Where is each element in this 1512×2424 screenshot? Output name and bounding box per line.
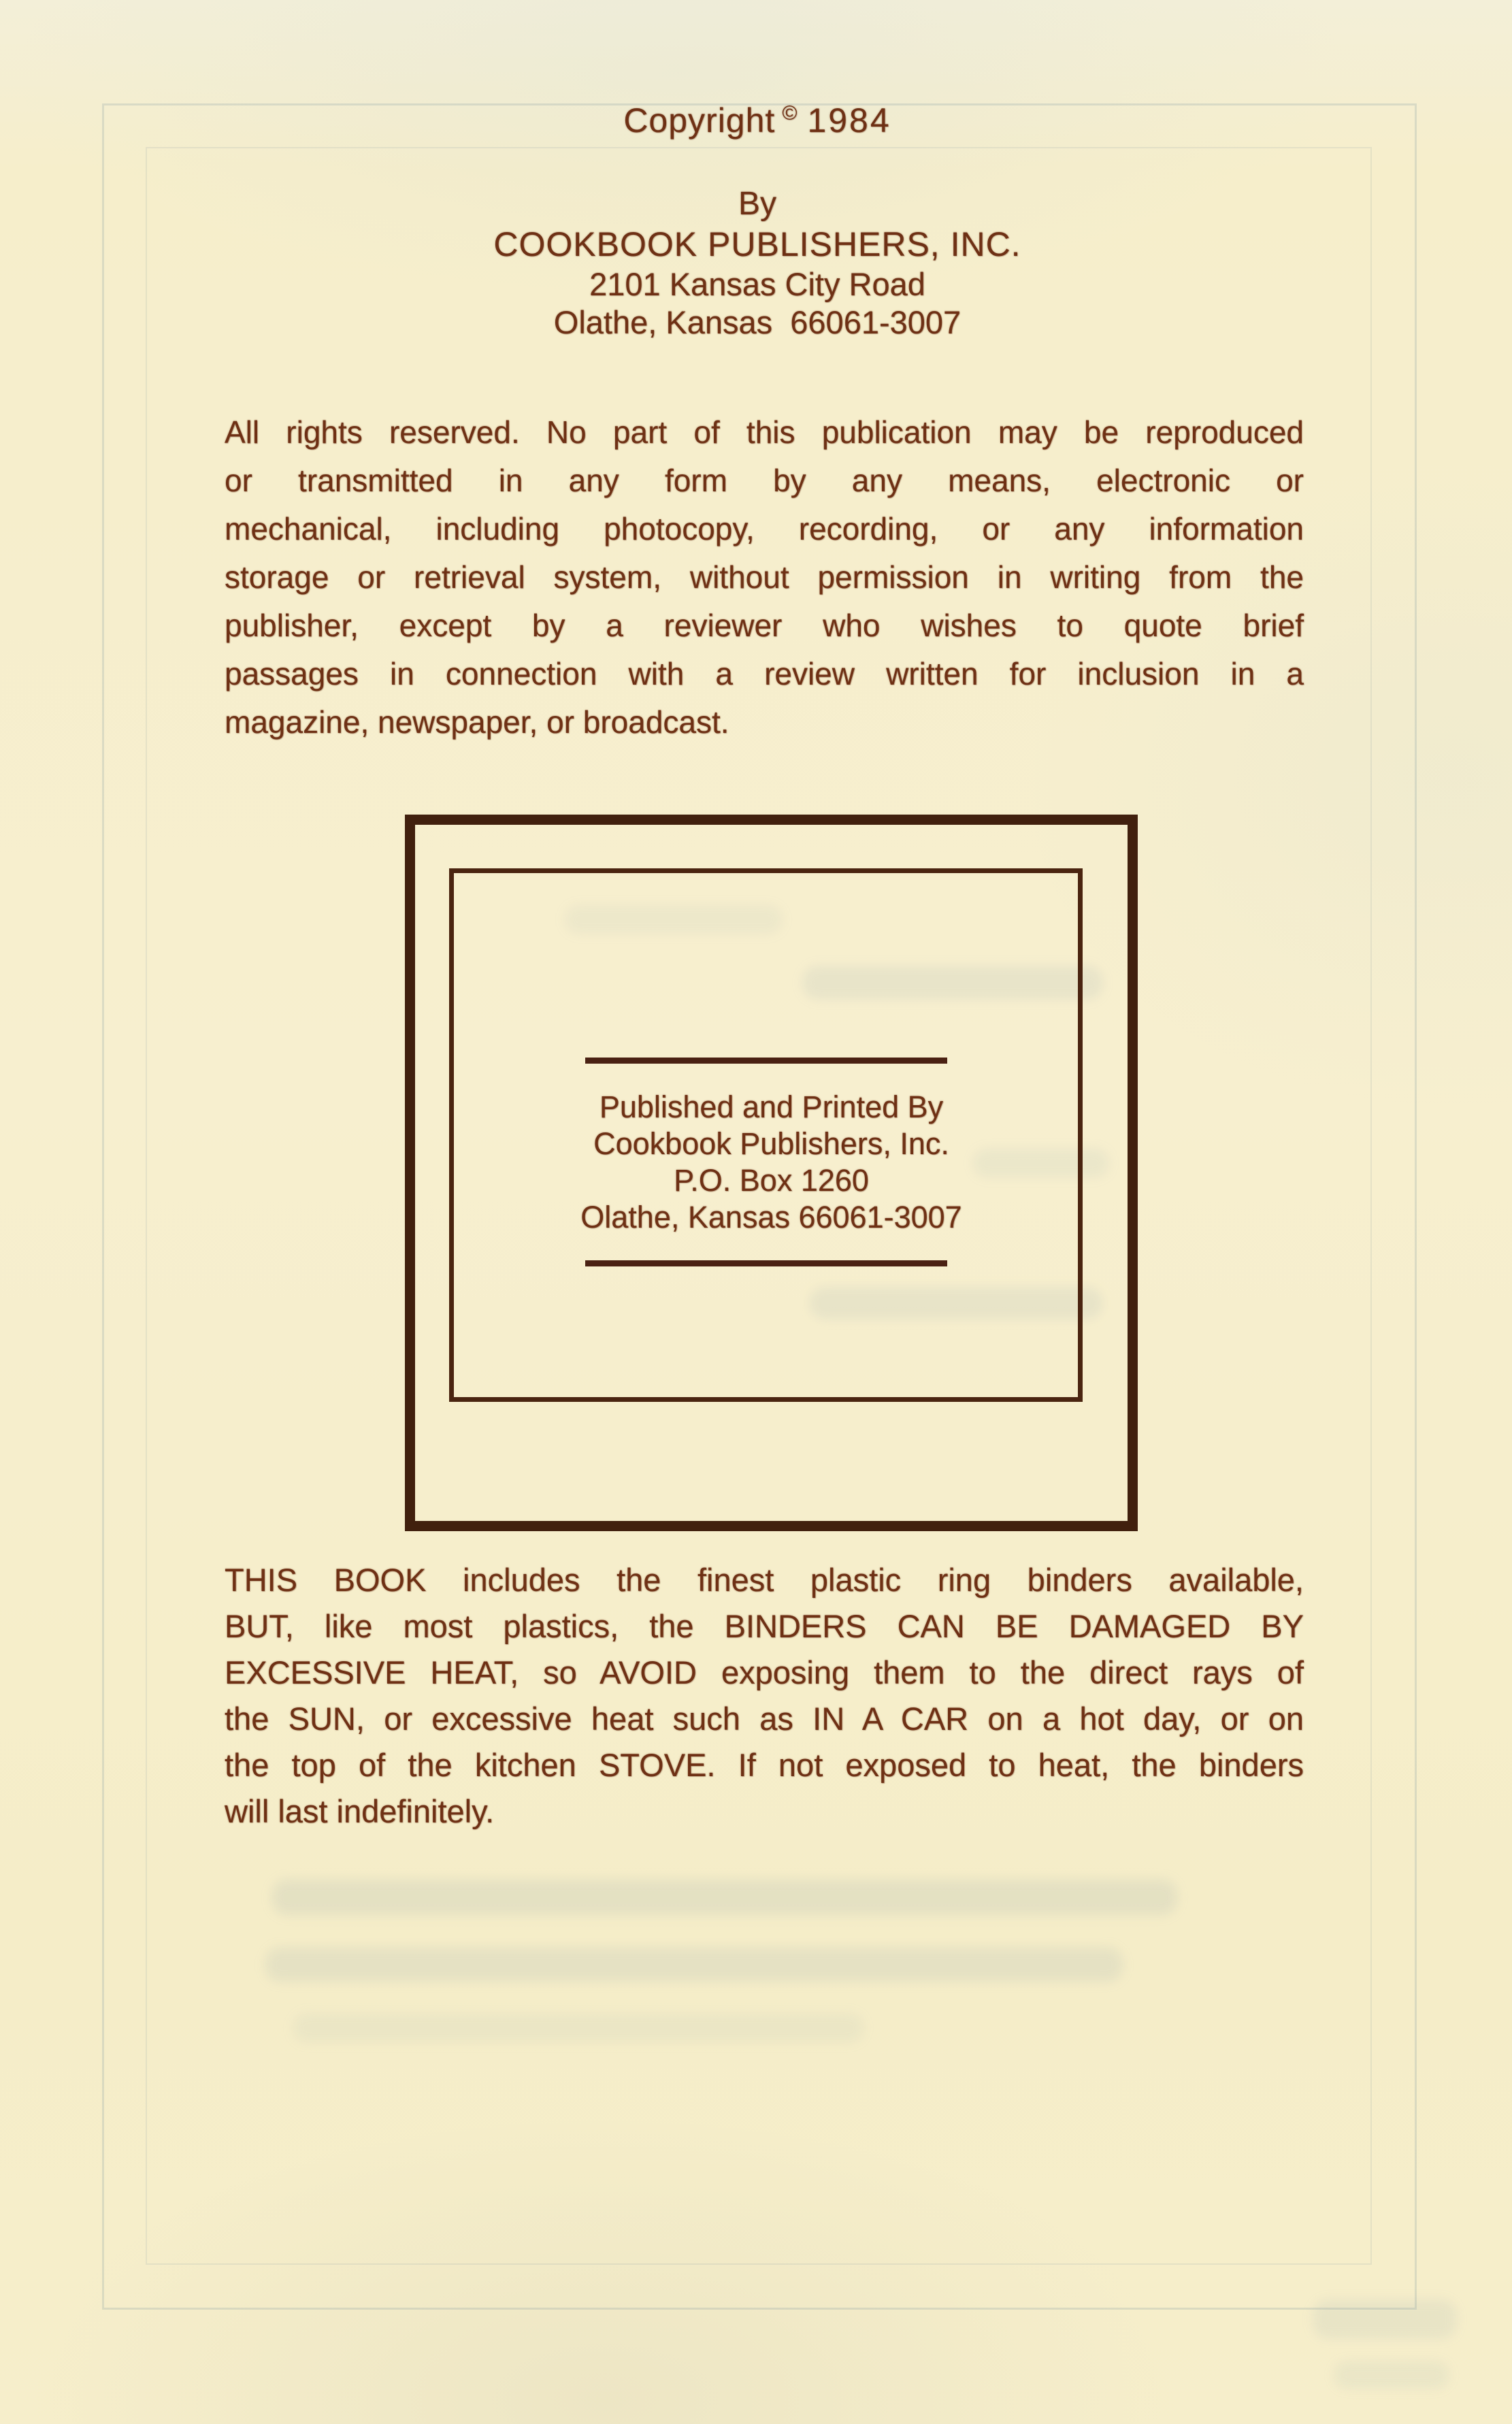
publisher-address-city: Olathe, Kansas 66061-3007 bbox=[553, 304, 962, 340]
bleed-through-smudge bbox=[293, 2013, 864, 2043]
binder-line: the SUN, or excessive heat such as IN A CAR on a hot day, or on bbox=[225, 1701, 1304, 1737]
copyright-line bbox=[216, 101, 1298, 140]
rights-line: or transmitted in any form by any means, electronic or bbox=[225, 463, 1304, 498]
binder-line: the top of the kitchen STOVE. If not exposed to heat, the binders bbox=[225, 1747, 1304, 1783]
copyright-year: 1984 bbox=[807, 101, 891, 140]
box-line-company: Cookbook Publishers, Inc. bbox=[593, 1126, 949, 1161]
binder-line: THIS BOOK includes the finest plastic ring binders available, bbox=[225, 1562, 1304, 1598]
rights-line: storage or retrieval system, without permission in writing from the bbox=[225, 559, 1304, 595]
bleed-through-smudge bbox=[1334, 2361, 1449, 2389]
bleed-through-smudge bbox=[265, 1948, 1123, 1982]
byline: By bbox=[738, 186, 776, 222]
box-line-published-by: Published and Printed By bbox=[599, 1090, 944, 1124]
binder-line: BUT, like most plastics, the BINDERS CAN BE DAMAGED BY bbox=[225, 1608, 1304, 1644]
publisher-name: COOKBOOK PUBLISHERS, INC. bbox=[493, 225, 1021, 263]
publisher-address-street: 2101 Kansas City Road bbox=[589, 266, 925, 302]
rights-line: All rights reserved. No part of this publication may be reproduced bbox=[225, 414, 1304, 450]
rights-line: mechanical, including photocopy, recording, or any information bbox=[225, 511, 1304, 546]
rights-line: magazine, newspaper, or broadcast. bbox=[225, 704, 729, 740]
publisher-box-text bbox=[405, 1089, 1138, 1236]
rights-line: publisher, except by a reviewer who wishes to quote brief bbox=[225, 608, 1304, 643]
bleed-through-smudge bbox=[1313, 2300, 1456, 2338]
box-line-po-box: P.O. Box 1260 bbox=[674, 1163, 869, 1198]
copyright-symbol-icon: © bbox=[782, 102, 798, 125]
box-rule-top bbox=[585, 1058, 947, 1064]
copyright-prefix: Copyright bbox=[623, 101, 776, 140]
binder-line: EXCESSIVE HEAT, so AVOID exposing them to the direct rays of bbox=[225, 1654, 1304, 1690]
binder-paragraph bbox=[225, 1557, 1304, 1835]
box-line-city: Olathe, Kansas 66061-3007 bbox=[580, 1200, 962, 1234]
rights-paragraph bbox=[225, 408, 1304, 747]
bleed-through-smudge bbox=[272, 1880, 1177, 1915]
rights-line: passages in connection with a review written for inclusion in a bbox=[225, 656, 1304, 691]
box-rule-bottom bbox=[585, 1260, 947, 1266]
binder-line: will last indefinitely. bbox=[225, 1793, 495, 1829]
